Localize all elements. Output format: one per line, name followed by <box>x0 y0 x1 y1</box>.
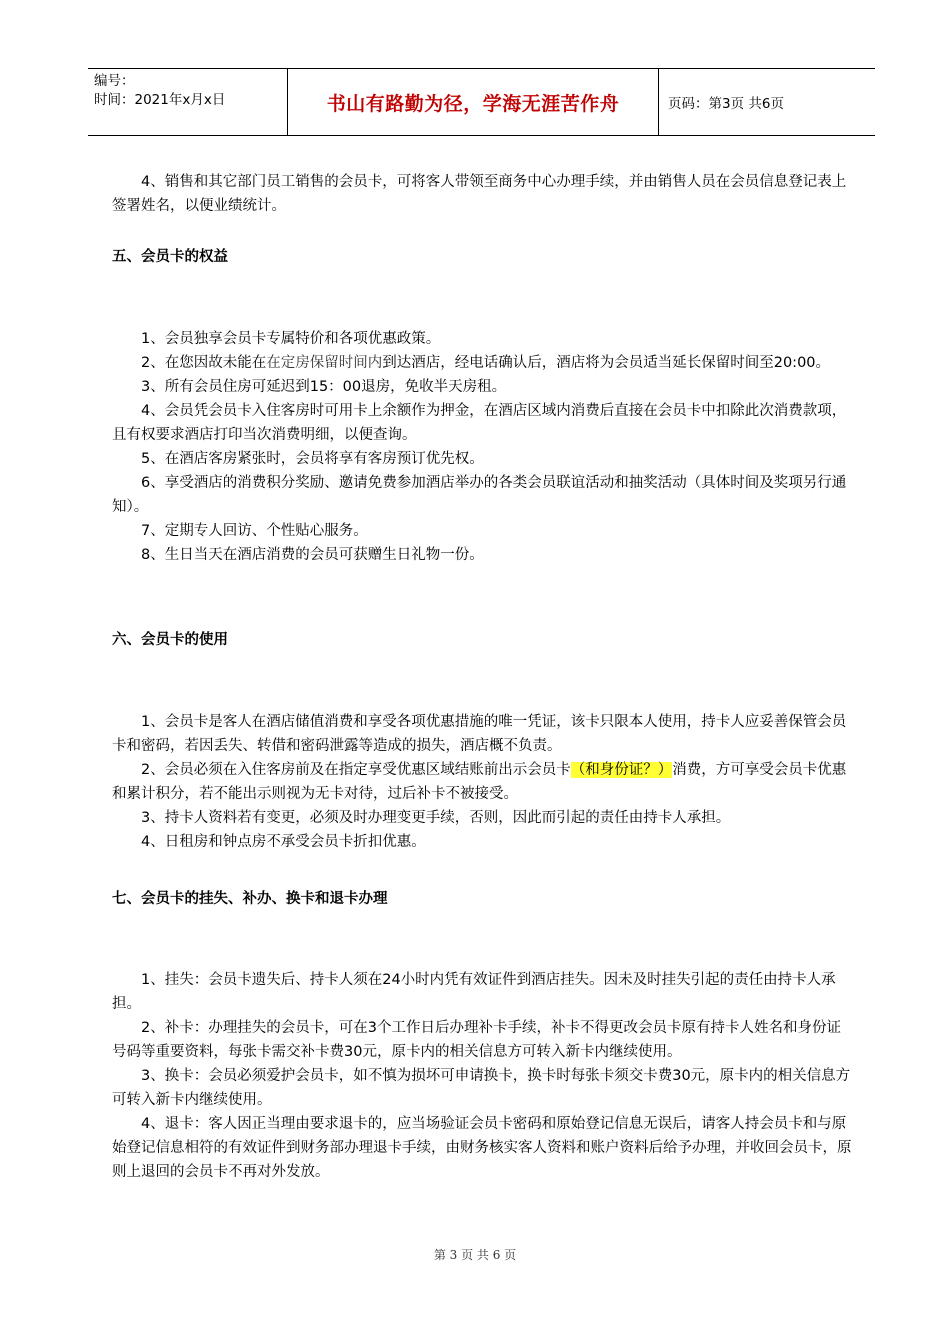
paragraph: 1、会员独享会员卡专属特价和各项优惠政策。 <box>141 331 441 347</box>
paragraph: 8、生日当天在酒店消费的会员可获赠生日礼物一份。 <box>141 547 484 563</box>
section-heading: 六、会员卡的使用 <box>112 632 228 648</box>
section5-body <box>112 327 852 567</box>
header-meta <box>88 69 287 135</box>
paragraph: 5、在酒店客房紧张时，会员将享有客房预订优先权。 <box>141 451 484 467</box>
section6-body <box>112 710 852 854</box>
paragraph: 4、退卡：客人因正当理由要求退卡的，应当场验证会员卡密码和原始登记信息无误后，请客人持会员卡和与原始登记信息相符的有效证件到财务部办理退卡手续，由财务核实客人资料和账户资料后给予办理，并收回会员卡，原则上退回的会员卡不再对外发放。 <box>112 1116 852 1180</box>
section-heading: 七、会员卡的挂失、补办、换卡和退卡办理 <box>112 891 388 907</box>
paragraph: 2、补卡：办理挂失的会员卡，可在3个工作日后办理补卡手续，补卡不得更改会员卡原有持卡人姓名和身份证号码等重要资料，每张卡需交补卡费30元，原卡内的相关信息方可转入新卡内继续使用。 <box>112 1020 841 1060</box>
paragraph: 2、会员必须在入住客房前及在指定享受优惠区域结账前出示会员卡（和身份证？）消费，方可享受会员卡优惠和累计积分，若不能出示则视为无卡对待，过后补卡不被接受。 <box>112 762 847 802</box>
section-heading: 五、会员卡的权益 <box>112 249 228 265</box>
paragraph: 4、会员凭会员卡入住客房时可用卡上余额作为押金，在酒店区域内消费后直接在会员卡中扣除此次消费款项，且有权要求酒店打印当次消费明细，以便查询。 <box>112 403 847 443</box>
paragraph: 3、所有会员住房可延迟到15：00退房，免收半天房租。 <box>141 379 507 395</box>
paragraph: 3、持卡人资料若有变更，必须及时办理变更手续，否则，因此而引起的责任由持卡人承担。 <box>141 810 731 826</box>
paragraph: 4、销售和其它部门员工销售的会员卡，可将客人带领至商务中心办理手续，并由销售人员在会员信息登记表上签署姓名，以便业绩统计。 <box>112 174 847 214</box>
paragraph: 6、享受酒店的消费积分奖励、邀请免费参加酒店举办的各类会员联谊活动和抽奖活动（具体时间及奖项另行通知）。 <box>112 475 847 515</box>
paragraph: 2、在您因故未能在在定房保留时间内到达酒店，经电话确认后，酒店将为会员适当延长保留时间至20:00。 <box>141 355 831 371</box>
paragraph: 1、挂失：会员卡遗失后、持卡人须在24小时内凭有效证件到酒店挂失。因未及时挂失引起的责任由持卡人承担。 <box>112 972 836 1012</box>
paragraph: 1、会员卡是客人在酒店储值消费和享受各项优惠措施的唯一凭证，该卡只限本人使用，持卡人应妥善保管会员卡和密码，若因丢失、转借和密码泄露等造成的损失，酒店概不负责。 <box>112 714 847 754</box>
paragraph: 7、定期专人回访、个性贴心服务。 <box>141 523 368 539</box>
paragraph: 3、换卡：会员必须爱护会员卡，如不慎为损坏可申请换卡，换卡时每张卡须交卡费30元，原卡内的相关信息方可转入新卡内继续使用。 <box>112 1068 851 1108</box>
header-motto: 书山有路勤为径，学海无涯苦作舟 <box>287 69 659 135</box>
paragraph: 4、日租房和钟点房不承受会员卡折扣优惠。 <box>141 834 426 850</box>
section4-tail <box>112 170 852 218</box>
page-header <box>88 68 875 136</box>
section7-body <box>112 968 852 1184</box>
time-label: 时间：2021年x月x日 <box>94 92 226 108</box>
highlighted-note: （和身份证？） <box>570 762 673 778</box>
number-label: 编号： <box>94 73 135 89</box>
header-page-info: 页码：第3页 共6页 <box>668 96 784 112</box>
page-footer: 第 3 页 共 6 页 <box>433 1248 517 1262</box>
